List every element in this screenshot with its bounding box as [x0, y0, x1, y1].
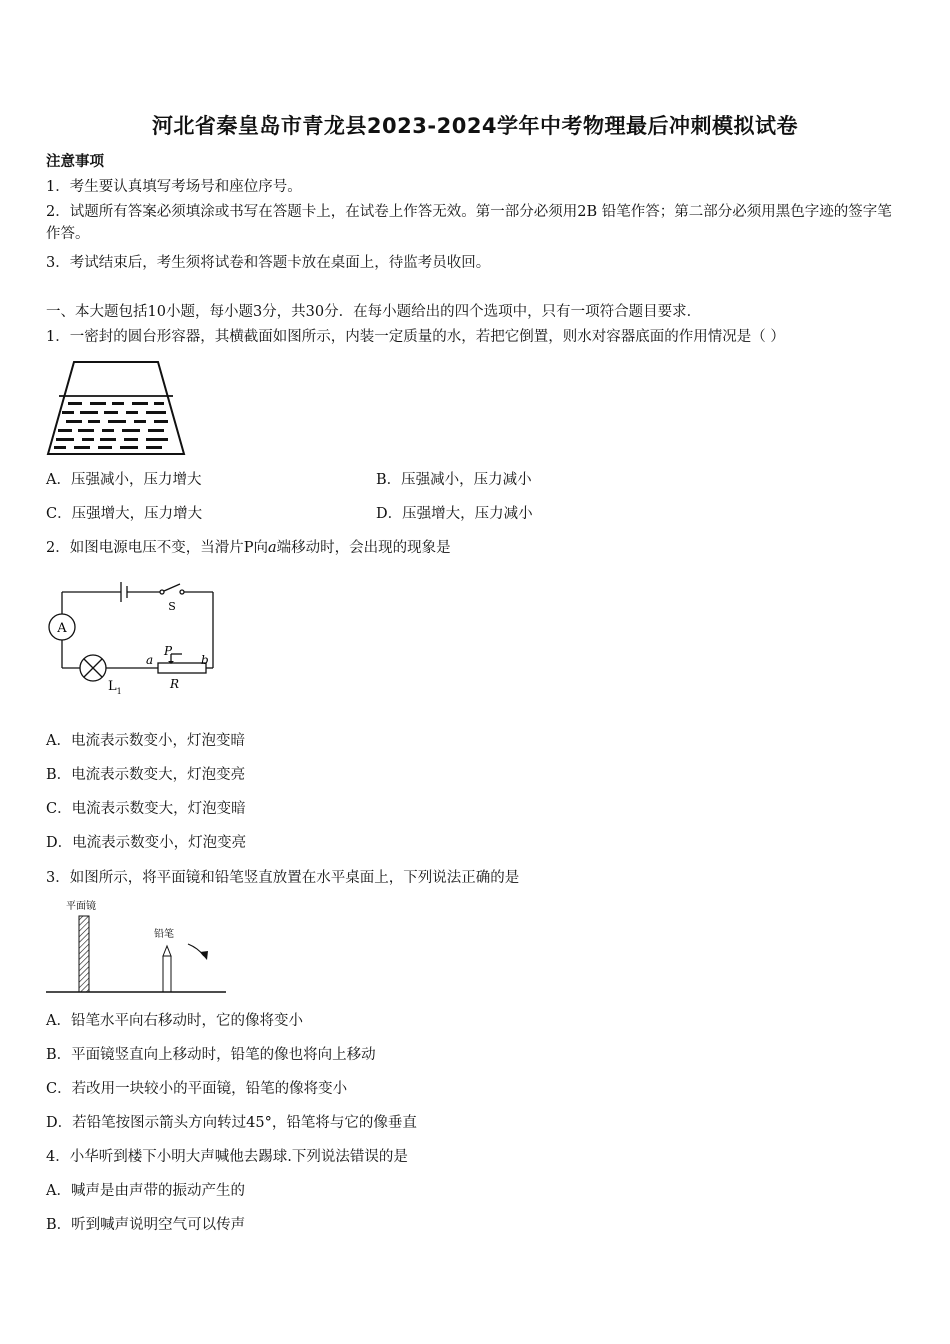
q3-option-c: C．若改用一块较小的平面镜，铅笔的像将变小: [46, 1081, 348, 1097]
circuit-diagram: [46, 572, 226, 700]
q3-option-d: D．若铅笔按图示箭头方向转过45°，铅笔将与它的像垂直: [46, 1115, 417, 1131]
notice-item: 1．考生要认真填写考场号和座位序号。: [46, 179, 302, 195]
mirror-label: 平面镜: [66, 901, 96, 912]
notice-item: 2．试题所有答案必须填涂或书写在答题卡上，在试卷上作答无效。第一部分必须用2B 铅笔作答；第二部分必须用黑色字迹的签字笔作答。: [46, 204, 892, 242]
q4-option-b: B．听到喊声说明空气可以传声: [46, 1217, 246, 1233]
ammeter-label: A: [57, 621, 67, 636]
question-3-stem: 3．如图所示，将平面镜和铅笔竖直放置在水平桌面上，下列说法正确的是: [46, 870, 520, 886]
pencil-label: 铅笔: [154, 929, 174, 940]
q1-option-c: C．压强增大，压力增大: [46, 506, 203, 522]
q2-option-c: C．电流表示数变大，灯泡变暗: [46, 801, 246, 817]
q1-option-a: A．压强减小，压力增大: [46, 472, 202, 488]
question-4-stem: 4．小华听到楼下小明大声喊他去踢球.下列说法错误的是: [46, 1149, 408, 1165]
notice-heading: 注意事项: [46, 153, 104, 170]
question-1-stem: 1．一密封的圆台形容器，其横截面如图所示，内装一定质量的水，若把它倒置，则水对容器底面的作用情况是（ ）: [46, 329, 785, 345]
switch-label: S: [168, 600, 176, 613]
terminal-b-label: b: [201, 653, 209, 667]
slider-p-label: P: [164, 644, 173, 658]
q3-option-b: B．平面镜竖直向上移动时，铅笔的像也将向上移动: [46, 1047, 376, 1063]
question-2-stem: 2．如图电源电压不变，当滑片P向a端移动时，会出现的现象是: [46, 540, 451, 556]
q1-option-d: D．压强增大，压力减小: [376, 506, 533, 522]
q2-option-a: A．电流表示数变小，灯泡变暗: [46, 733, 245, 749]
q3-option-a: A．铅笔水平向右移动时，它的像将变小: [46, 1013, 303, 1029]
terminal-a-label: a: [146, 653, 154, 667]
q2-option-d: D．电流表示数变小，灯泡变亮: [46, 835, 247, 851]
section-heading: 一、本大题包括10小题，每小题3分，共30分．在每小题给出的四个选项中，只有一项符合题目要求．: [46, 304, 702, 320]
mirror-pencil-figure: [46, 896, 231, 998]
page-title: 河北省秦皇岛市青龙县2023-2024学年中考物理最后冲刺模拟试卷: [151, 114, 799, 138]
frustum-container-figure: [46, 358, 191, 460]
q4-option-a: A．喊声是由声带的振动产生的: [46, 1183, 245, 1199]
notice-item: 3．考试结束后，考生须将试卷和答题卡放在桌面上，待监考员收回。: [46, 255, 491, 271]
q2-option-b: B．电流表示数变大，灯泡变亮: [46, 767, 246, 783]
lamp-label: $L_1$: [108, 679, 122, 696]
q1-option-b: B．压强减小，压力减小: [376, 472, 532, 488]
resistor-r-label: R: [170, 677, 180, 691]
